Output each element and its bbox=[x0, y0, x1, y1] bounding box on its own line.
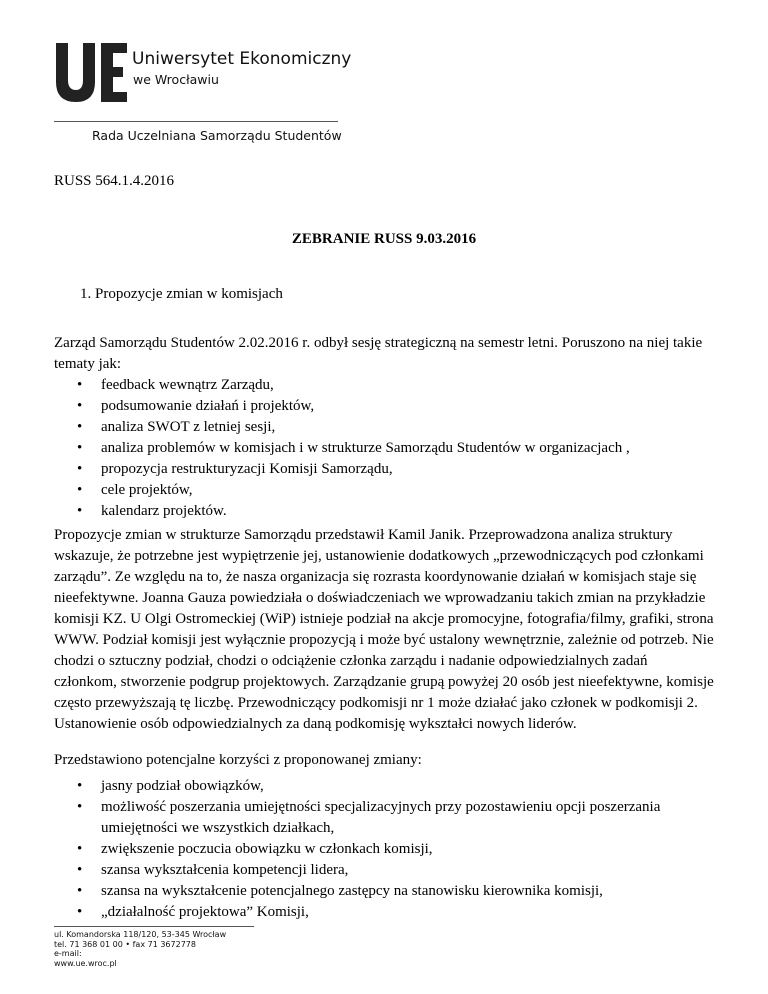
paragraph-benefits-intro: Przedstawiono potencjalne korzyści z proponowanej zmiany: bbox=[54, 752, 422, 768]
list-item: • „działalność projektowa” Komisji, bbox=[0, 902, 720, 923]
list-item: • jasny podział obowiązków, bbox=[0, 776, 720, 797]
logo-letter-e-bottom bbox=[101, 92, 127, 102]
list-item: • szansa wykształcenia kompetencji lidera, bbox=[0, 860, 720, 881]
footer-phone-fax: tel. 71 368 01 00 • fax 71 3672778 bbox=[54, 939, 196, 949]
document-heading: ZEBRANIE RUSS 9.03.2016 bbox=[291, 231, 477, 247]
footer-email: e-mail: bbox=[54, 949, 82, 958]
list-item: • cele projektów, bbox=[0, 480, 720, 501]
university-name: Uniwersytet Ekonomiczny bbox=[132, 49, 352, 69]
list-item: • zwiększenie poczucia obowiązku w członkach komisji, bbox=[0, 839, 720, 860]
header-divider bbox=[54, 121, 338, 122]
list-item: • feedback wewnątrz Zarządu, bbox=[0, 375, 720, 396]
logo-letter-e-middle bbox=[101, 67, 123, 77]
list-item: • analiza SWOT z letniej sesji, bbox=[0, 417, 720, 438]
topics-list bbox=[0, 375, 720, 522]
list-item: • kalendarz projektów. bbox=[0, 501, 720, 522]
list-item: • analiza problemów w komisjach i w strukturze Samorządu Studentów w organizacjach , bbox=[0, 438, 720, 459]
university-logo bbox=[54, 42, 128, 104]
footer bbox=[54, 930, 226, 968]
paragraph-intro: Zarząd Samorządu Studentów 2.02.2016 r. odbył sesję strategiczną na semestr letni. Poruszono na niej takie tematy jak: bbox=[54, 335, 703, 372]
list-item: • możliwość poszerzania umiejętności specjalizacyjnych przy pozostawieniu opcji poszerzania umiejętności we wszystkich działkach, bbox=[0, 797, 720, 839]
council-name: Rada Uczelniana Samorządu Studentów bbox=[92, 128, 342, 143]
logo-letter-e-top bbox=[101, 43, 127, 53]
logo-letter-u bbox=[56, 43, 95, 102]
benefits-list bbox=[0, 776, 720, 923]
list-item: • propozycja restrukturyzacji Komisji Samorządu, bbox=[0, 459, 720, 480]
paragraph-structure-changes: Propozycje zmian w strukturze Samorządu przedstawił Kamil Janik. Przeprowadzona analiza struktury wskazuje, że potrzebne jest wypiętrzenie jej, ustanowienie dodatkowych „przewodniczących pod członkami zarządu”. Ze względu na to, że nasza organizacja się rozrasta koordynowanie działań w komisjach staje się nieefektywne. Joanna Gauza powiedziała o doświadczeniach we wprowadzaniu takich zmian na przykładzie komisji KZ. U Olgi Ostromeckiej (WiP) istnieje podział na akcje promocyjne, fotografia/filmy, grafiki, strona WWW. Podział komisji jest wyłącznie propozycją i może być ustalony wewnętrznie, zależnie od potrzeb. Nie chodzi o sztuczny podział, chodzi o odciążenie członka zarządu i nadanie odpowiedzialnych zadań członkom, stworzenie podgrup projektowych. Zarządzanie grupą powyżej 20 osób jest nieefektywne, komisje często przewyższają tę liczbę. Przewodniczący podkomisji nr 1 może działać jako członek w podkomisji 2. Ustanowienie osób odpowiedzialnych za daną podkomisję wykształci nowych liderów. bbox=[54, 527, 714, 732]
document-reference: RUSS 564.1.4.2016 bbox=[54, 173, 175, 189]
university-city: we Wrocławiu bbox=[133, 72, 219, 87]
list-item: • szansa na wykształcenie potencjalnego zastępcy na stanowisku kierownika komisji, bbox=[0, 881, 720, 902]
list-item: • podsumowanie działań i projektów, bbox=[0, 396, 720, 417]
numbered-item: 1. Propozycje zmian w komisjach bbox=[80, 286, 283, 302]
footer-divider bbox=[54, 926, 254, 927]
footer-address: ul. Komandorska 118/120, 53-345 Wrocław bbox=[54, 930, 227, 939]
footer-website: www.ue.wroc.pl bbox=[54, 958, 117, 968]
